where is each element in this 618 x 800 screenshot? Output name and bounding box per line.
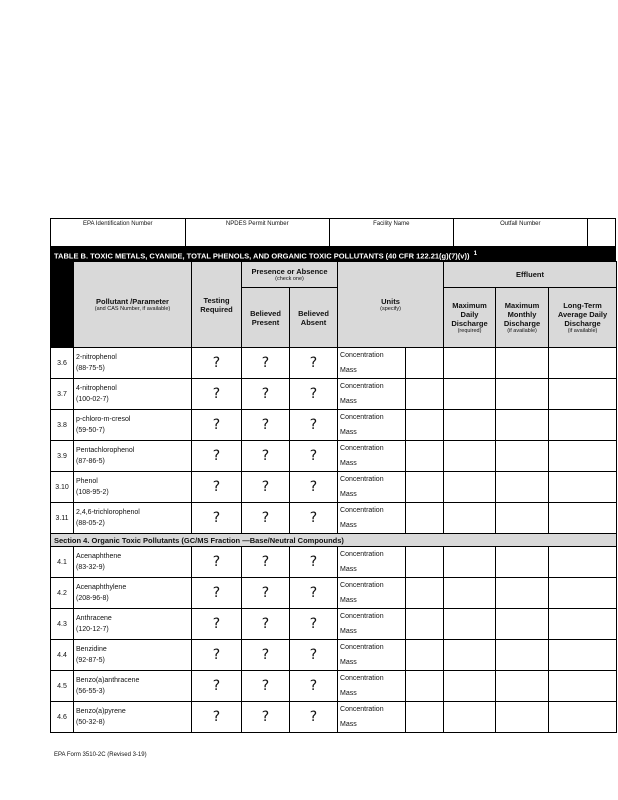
pollutant-name: Acenaphthylene (208-96-8) xyxy=(74,578,192,609)
units-entry[interactable] xyxy=(406,441,444,472)
table-row xyxy=(51,472,617,503)
pollutant-name: 2,4,6-trichlorophenol (88-05-2) xyxy=(74,503,192,534)
units-labels: Concentration Mass xyxy=(338,472,406,503)
testing-required-check[interactable]: ? xyxy=(192,640,242,671)
testing-required-check[interactable]: ? xyxy=(192,503,242,534)
units-entry[interactable] xyxy=(406,410,444,441)
units-labels: Concentration Mass xyxy=(338,609,406,640)
max-daily-entry[interactable] xyxy=(444,410,496,441)
pollutant-name: Acenaphthene (83-32-9) xyxy=(74,547,192,578)
units-labels: Concentration Mass xyxy=(338,503,406,534)
table-row xyxy=(51,702,617,733)
max-daily-entry[interactable] xyxy=(444,671,496,702)
believed-absent-check[interactable]: ? xyxy=(290,472,338,503)
testing-required-check[interactable]: ? xyxy=(192,578,242,609)
row-number: 4.3 xyxy=(51,609,74,640)
row-number: 4.5 xyxy=(51,671,74,702)
long-term-entry[interactable] xyxy=(549,702,617,733)
row-number: 3.7 xyxy=(51,379,74,410)
cas-number: (100-02-7) xyxy=(76,396,109,403)
identification-row xyxy=(50,218,616,247)
form-sheet xyxy=(50,218,616,733)
cas-number: (59-50-7) xyxy=(76,427,105,434)
cas-number: (83-32-9) xyxy=(76,564,105,571)
row-number: 4.4 xyxy=(51,640,74,671)
max-daily-entry[interactable] xyxy=(444,547,496,578)
spacer xyxy=(588,219,615,246)
form-footer: EPA Form 3510-2C (Revised 3-19) xyxy=(54,752,147,758)
max-daily-entry[interactable] xyxy=(444,609,496,640)
units-labels: Concentration Mass xyxy=(338,410,406,441)
believed-present-check[interactable]: ? xyxy=(242,410,290,441)
testing-required-check[interactable]: ? xyxy=(192,410,242,441)
table-row xyxy=(51,640,617,671)
testing-required-check[interactable]: ? xyxy=(192,348,242,379)
long-term-entry[interactable] xyxy=(549,472,617,503)
table-row xyxy=(51,441,617,472)
units-labels: Concentration Mass xyxy=(338,702,406,733)
cas-number: (87-86-5) xyxy=(76,458,105,465)
max-monthly-entry[interactable] xyxy=(496,410,549,441)
table-row xyxy=(51,671,617,702)
testing-header: Testing Required xyxy=(192,262,242,348)
long-term-entry[interactable] xyxy=(549,441,617,472)
max-monthly-entry[interactable] xyxy=(496,472,549,503)
units-entry[interactable] xyxy=(406,609,444,640)
max-monthly-entry[interactable] xyxy=(496,441,549,472)
believed-absent-check[interactable]: ? xyxy=(290,379,338,410)
max-monthly-entry[interactable] xyxy=(496,609,549,640)
pollutant-name: 4-nitrophenol (100-02-7) xyxy=(74,379,192,410)
present-header: Believed Present xyxy=(242,288,290,348)
long-term-entry[interactable] xyxy=(549,671,617,702)
units-header: Units (specify) xyxy=(338,262,444,348)
believed-present-check[interactable]: ? xyxy=(242,472,290,503)
cas-number: (50-32-8) xyxy=(76,719,105,726)
believed-absent-check[interactable]: ? xyxy=(290,702,338,733)
long-term-entry[interactable] xyxy=(549,503,617,534)
units-labels: Concentration Mass xyxy=(338,441,406,472)
epa-id-field[interactable]: EPA Identification Number xyxy=(51,219,186,246)
effluent-header: Effluent xyxy=(444,262,617,288)
believed-absent-check[interactable]: ? xyxy=(290,410,338,441)
units-labels: Concentration Mass xyxy=(338,640,406,671)
testing-required-check[interactable]: ? xyxy=(192,609,242,640)
units-labels: Concentration Mass xyxy=(338,379,406,410)
cas-number: (56-55-3) xyxy=(76,688,105,695)
cas-number: (92-87-5) xyxy=(76,657,105,664)
row-number: 3.9 xyxy=(51,441,74,472)
units-entry[interactable] xyxy=(406,578,444,609)
table-row xyxy=(51,348,617,379)
testing-required-check[interactable]: ? xyxy=(192,472,242,503)
pollutant-name: Benzo(a)anthracene (56-55-3) xyxy=(74,671,192,702)
section-4-heading: Section 4. Organic Toxic Pollutants (GC/MS Fraction —Base/Neutral Compounds) xyxy=(51,534,617,547)
testing-required-check[interactable]: ? xyxy=(192,547,242,578)
row-number: 3.6 xyxy=(51,348,74,379)
believed-absent-check[interactable]: ? xyxy=(290,441,338,472)
pollutant-name: 2-nitrophenol (88-75-5) xyxy=(74,348,192,379)
long-term-entry[interactable] xyxy=(549,578,617,609)
max-daily-header: Maximum Daily Discharge (required) xyxy=(444,288,496,348)
units-entry[interactable] xyxy=(406,640,444,671)
long-term-header: Long-Term Average Daily Discharge (if available) xyxy=(549,288,617,348)
believed-absent-check[interactable]: ? xyxy=(290,671,338,702)
max-daily-entry[interactable] xyxy=(444,379,496,410)
pollutant-name: Phenol (108-95-2) xyxy=(74,472,192,503)
testing-required-check[interactable]: ? xyxy=(192,379,242,410)
table-row xyxy=(51,379,617,410)
cas-number: (120-12-7) xyxy=(76,626,109,633)
believed-present-check[interactable]: ? xyxy=(242,671,290,702)
cas-number: (208-96-8) xyxy=(76,595,109,602)
max-monthly-entry[interactable] xyxy=(496,578,549,609)
max-monthly-entry[interactable] xyxy=(496,348,549,379)
units-entry[interactable] xyxy=(406,702,444,733)
max-daily-entry[interactable] xyxy=(444,640,496,671)
max-daily-entry[interactable] xyxy=(444,472,496,503)
title-footnote: 1 xyxy=(473,250,478,257)
long-term-entry[interactable] xyxy=(549,379,617,410)
believed-absent-check[interactable]: ? xyxy=(290,640,338,671)
max-monthly-entry[interactable] xyxy=(496,379,549,410)
long-term-entry[interactable] xyxy=(549,640,617,671)
long-term-entry[interactable] xyxy=(549,410,617,441)
max-daily-entry[interactable] xyxy=(444,441,496,472)
pollutant-name: Benzo(a)pyrene (50-32-8) xyxy=(74,702,192,733)
row-number: 4.2 xyxy=(51,578,74,609)
pollutant-header: Pollutant /Parameter (and CAS Number, if available) xyxy=(74,262,192,348)
units-entry[interactable] xyxy=(406,379,444,410)
cas-number: (88-05-2) xyxy=(76,520,105,527)
max-monthly-header: Maximum Monthly Discharge (if available) xyxy=(496,288,549,348)
testing-required-check[interactable]: ? xyxy=(192,671,242,702)
believed-present-check[interactable]: ? xyxy=(242,547,290,578)
units-entry[interactable] xyxy=(406,472,444,503)
npdes-field[interactable]: NPDES Permit Number xyxy=(186,219,330,246)
max-daily-entry[interactable] xyxy=(444,503,496,534)
absent-header: Believed Absent xyxy=(290,288,338,348)
long-term-entry[interactable] xyxy=(549,547,617,578)
believed-present-check[interactable]: ? xyxy=(242,348,290,379)
table-row xyxy=(51,547,617,578)
believed-present-check[interactable]: ? xyxy=(242,379,290,410)
row-number: 3.11 xyxy=(51,503,74,534)
table-row xyxy=(51,578,617,609)
max-daily-entry[interactable] xyxy=(444,348,496,379)
testing-required-check[interactable]: ? xyxy=(192,702,242,733)
long-term-entry[interactable] xyxy=(549,609,617,640)
max-monthly-entry[interactable] xyxy=(496,702,549,733)
believed-absent-check[interactable]: ? xyxy=(290,503,338,534)
max-daily-entry[interactable] xyxy=(444,702,496,733)
believed-absent-check[interactable]: ? xyxy=(290,609,338,640)
max-monthly-entry[interactable] xyxy=(496,671,549,702)
max-daily-entry[interactable] xyxy=(444,578,496,609)
units-labels: Concentration Mass xyxy=(338,547,406,578)
believed-present-check[interactable]: ? xyxy=(242,640,290,671)
believed-absent-check[interactable]: ? xyxy=(290,547,338,578)
believed-present-check[interactable]: ? xyxy=(242,609,290,640)
table-row xyxy=(51,503,617,534)
facility-field[interactable]: Facility Name xyxy=(330,219,454,246)
num-header xyxy=(51,262,74,348)
believed-absent-check[interactable]: ? xyxy=(290,578,338,609)
pollutant-name: Benzidine (92-87-5) xyxy=(74,640,192,671)
pollutant-name: Pentachlorophenol (87-86-5) xyxy=(74,441,192,472)
units-labels: Concentration Mass xyxy=(338,671,406,702)
table-row xyxy=(51,609,617,640)
believed-present-check[interactable]: ? xyxy=(242,702,290,733)
units-labels: Concentration Mass xyxy=(338,578,406,609)
believed-absent-check[interactable]: ? xyxy=(290,348,338,379)
believed-present-check[interactable]: ? xyxy=(242,503,290,534)
testing-required-check[interactable]: ? xyxy=(192,441,242,472)
pollutant-name: Anthracene (120-12-7) xyxy=(74,609,192,640)
units-labels: Concentration Mass xyxy=(338,348,406,379)
row-number: 4.1 xyxy=(51,547,74,578)
table-row xyxy=(51,410,617,441)
presence-header: Presence or Absence (check one) xyxy=(242,262,338,288)
units-entry[interactable] xyxy=(406,547,444,578)
cas-number: (88-75-5) xyxy=(76,365,105,372)
units-entry[interactable] xyxy=(406,671,444,702)
long-term-entry[interactable] xyxy=(549,348,617,379)
max-monthly-entry[interactable] xyxy=(496,547,549,578)
row-number: 4.6 xyxy=(51,702,74,733)
row-number: 3.10 xyxy=(51,472,74,503)
row-number: 3.8 xyxy=(51,410,74,441)
pollutant-table xyxy=(50,261,617,733)
units-entry[interactable] xyxy=(406,348,444,379)
table-title: TABLE B. TOXIC METALS, CYANIDE, TOTAL PHENOLS, AND ORGANIC TOXIC POLLUTANTS (40 CFR 122.21(g)(7)(v)) $^1$ xyxy=(50,247,616,261)
believed-present-check[interactable]: ? xyxy=(242,578,290,609)
units-entry[interactable] xyxy=(406,503,444,534)
max-monthly-entry[interactable] xyxy=(496,503,549,534)
believed-present-check[interactable]: ? xyxy=(242,441,290,472)
pollutant-name: p-chloro-m-cresol (59-50-7) xyxy=(74,410,192,441)
max-monthly-entry[interactable] xyxy=(496,640,549,671)
cas-number: (108-95-2) xyxy=(76,489,109,496)
outfall-field[interactable]: Outfall Number xyxy=(454,219,589,246)
